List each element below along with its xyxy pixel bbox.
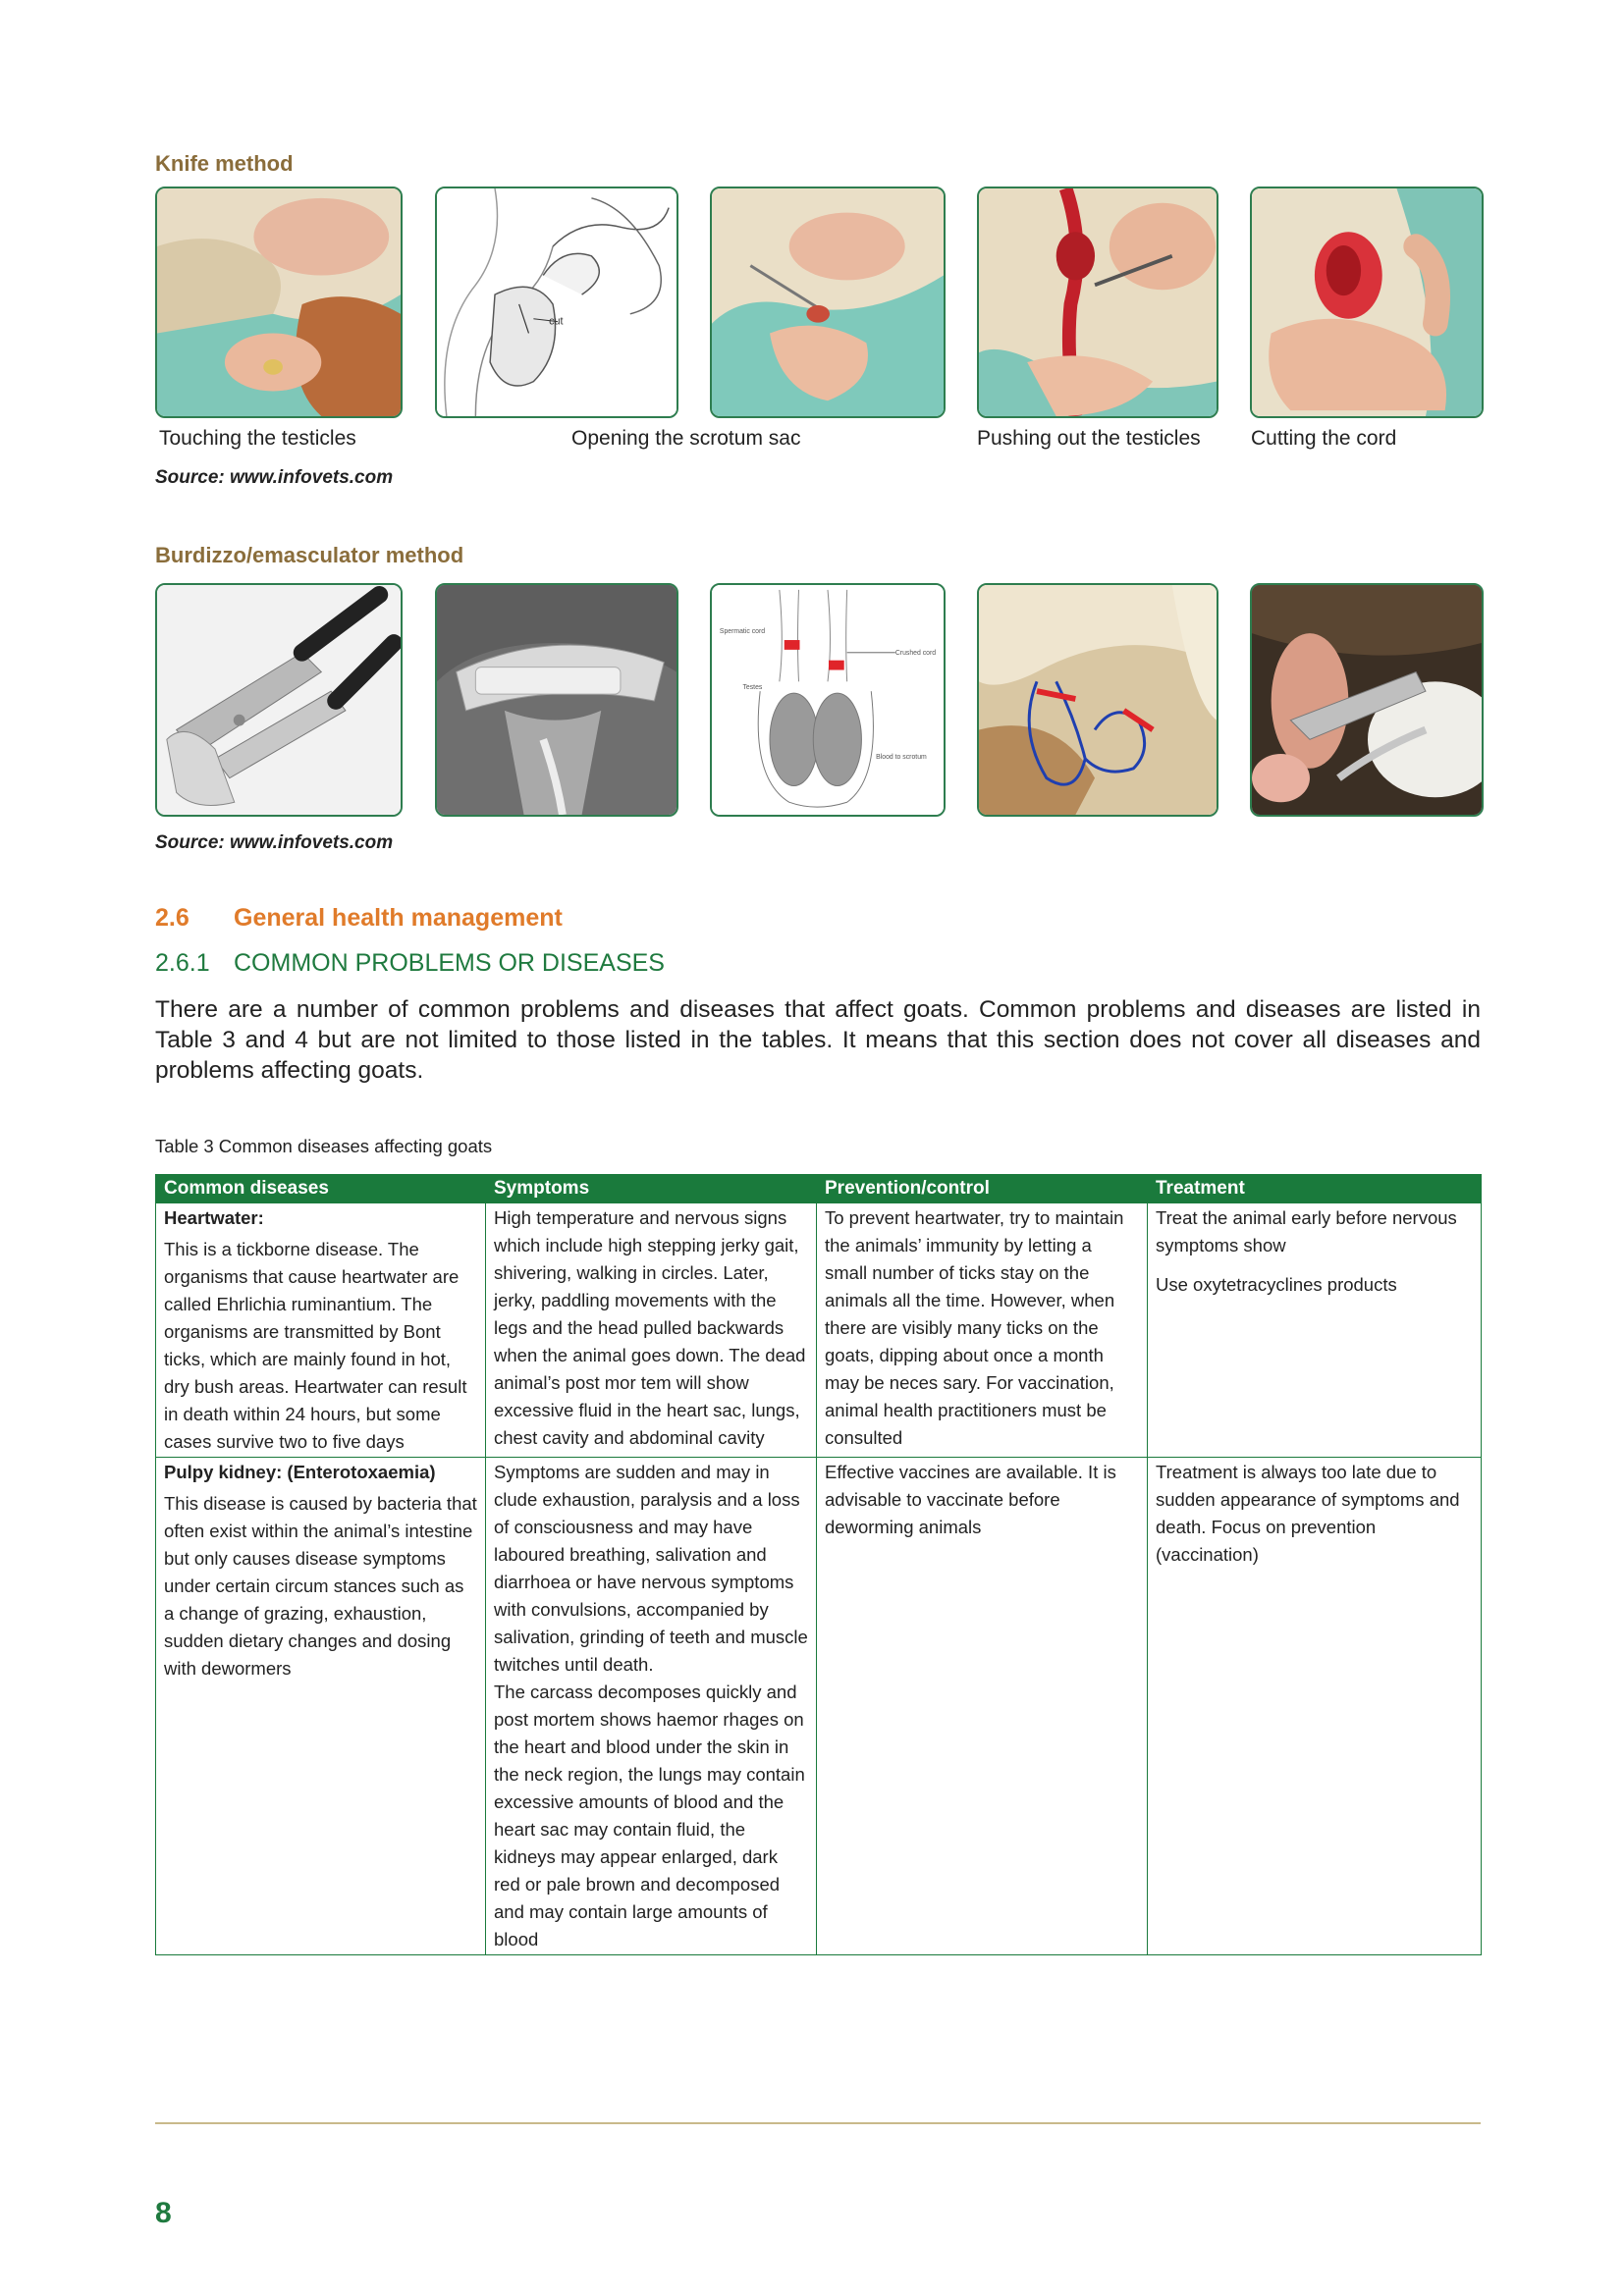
photo-burdizzo-applied xyxy=(1250,583,1484,817)
prevention-cell xyxy=(817,1203,1148,1458)
disease-description: This is a tickborne disease. The organisms that cause heartwater are called Ehrlichia ruminantium. The organisms are transmitted by Bont ticks, which are mainly found in hot, dry bush areas. Heartwater can result in death within 24 hours, but some cases survive two to five days xyxy=(164,1239,467,1452)
disease-title: Pulpy kidney: (Enterotoxaemia) xyxy=(164,1462,436,1482)
treatment-cell xyxy=(1148,1203,1482,1458)
sketch-opening-scrotum xyxy=(435,187,678,418)
burdizzo-method-title: Burdizzo/emasculator method xyxy=(155,543,464,567)
symptoms-text: High temperature and nervous signs which include high stepping jerky gait, shivering, walking in circles. Later, jerky, paddling movements with the legs and the head pulled backwards when the animal goes down. The dead animal’s post mor tem will show excessive fluid in the heart sac, lungs, chest cavity and abdominal cavity xyxy=(494,1207,806,1448)
header-symptoms: Symptoms xyxy=(486,1175,817,1203)
photo-burdizzo-marks xyxy=(977,583,1218,817)
intro-paragraph: There are a number of common problems and diseases that affect goats. Common problems and diseases are listed in Table 3 and 4 but are not limited to those listed in the tables. It means that this section does not cover all diseases and problems affecting goats. xyxy=(155,996,1481,1084)
diagram-blood-label: Blood to scrotum xyxy=(876,753,927,761)
table-caption: Table 3 Common diseases affecting goats xyxy=(155,1136,493,1156)
symptoms-text: Symptoms are sudden and may in clude exhaustion, paralysis and a loss of consciousness and may have laboured breathing, salivation and diarrhoea or have nervous symptoms with convulsions, accompanied by salivation, grinding of teeth and muscle twitches until death. xyxy=(494,1462,808,1675)
table-header-row xyxy=(156,1175,1482,1203)
diagram-testes-label: Testes xyxy=(742,684,763,692)
burdizzo-method-source: Source: www.infovets.com xyxy=(155,832,394,853)
disease-title: Heartwater: xyxy=(164,1207,264,1228)
knife-method-title: Knife method xyxy=(155,151,294,176)
diagram-spermatic-cord-label: Spermatic cord xyxy=(719,628,766,636)
header-prevention: Prevention/control xyxy=(817,1175,1148,1203)
symptoms-cell xyxy=(486,1458,817,1955)
sketch-cut-label: cut xyxy=(549,315,564,328)
treatment-cell xyxy=(1148,1458,1482,1955)
photo-burdizzo-tool xyxy=(155,583,403,817)
disease-cell xyxy=(156,1203,486,1458)
photo-burdizzo-jaws xyxy=(435,583,678,817)
diagram-crushed-cord-label: Crushed cord xyxy=(894,649,937,657)
section-number: 2.6 xyxy=(155,904,189,932)
footer-rule xyxy=(155,2122,1481,2124)
header-treatment: Treatment xyxy=(1148,1175,1482,1203)
photo-opening-scrotum xyxy=(710,187,946,418)
prevention-text: To prevent heartwater, try to maintain the animals’ immunity by letting a small number of ticks stay on the animals all the time. However, when there are visibly many ticks on the goats, dipping about once a month may be neces sary. For vaccination, animal health practitioners must be consulted xyxy=(825,1207,1124,1448)
treatment-text: Treat the animal early before nervous symptoms show xyxy=(1156,1207,1457,1255)
photo-pushing-testicles xyxy=(977,187,1218,418)
caption-pushing-testicles: Pushing out the testicles xyxy=(977,427,1201,450)
page-number: 8 xyxy=(155,2197,172,2229)
caption-touching-testicles: Touching the testicles xyxy=(159,427,356,450)
prevention-text: Effective vaccines are available. It is advisable to vaccinate before deworming animals xyxy=(825,1462,1116,1537)
knife-method-source: Source: www.infovets.com xyxy=(155,467,394,488)
caption-opening-scrotum: Opening the scrotum sac xyxy=(571,427,801,450)
symptoms-cell xyxy=(486,1203,817,1458)
diagram-crushed-cord xyxy=(710,583,946,817)
header-common-diseases: Common diseases xyxy=(156,1175,486,1203)
diseases-table xyxy=(155,1174,1482,1955)
subsection-number: 2.6.1 xyxy=(155,949,210,977)
disease-description: This disease is caused by bacteria that often exist within the animal’s intestine but only causes disease symptoms under certain circum stances such as a change of grazing, exhaustion, sudden dietary changes and dosing with dewormers xyxy=(164,1493,477,1679)
symptoms-extra-text: The carcass decomposes quickly and post mortem shows haemor rhages on the heart and blood under the skin in the neck region, the lungs may contain excessive amounts of blood and the heart sac may contain fluid, the kidneys may appear enlarged, dark red or pale brown and decomposed and may contain large amounts of blood xyxy=(494,1682,805,1949)
disease-cell xyxy=(156,1458,486,1955)
treatment-text: Treatment is always too late due to sudden appearance of symptoms and death. Focus on prevention (vaccination) xyxy=(1156,1462,1460,1565)
table-row xyxy=(156,1458,1482,1955)
subsection-title: COMMON PROBLEMS OR DISEASES xyxy=(234,949,665,977)
caption-cutting-cord: Cutting the cord xyxy=(1251,427,1397,450)
table-row xyxy=(156,1203,1482,1458)
prevention-cell xyxy=(817,1458,1148,1955)
treatment-extra-text: Use oxytetracyclines products xyxy=(1156,1274,1397,1295)
photo-touching-testicles xyxy=(155,187,403,418)
section-title: General health management xyxy=(234,904,563,932)
photo-cutting-cord xyxy=(1250,187,1484,418)
